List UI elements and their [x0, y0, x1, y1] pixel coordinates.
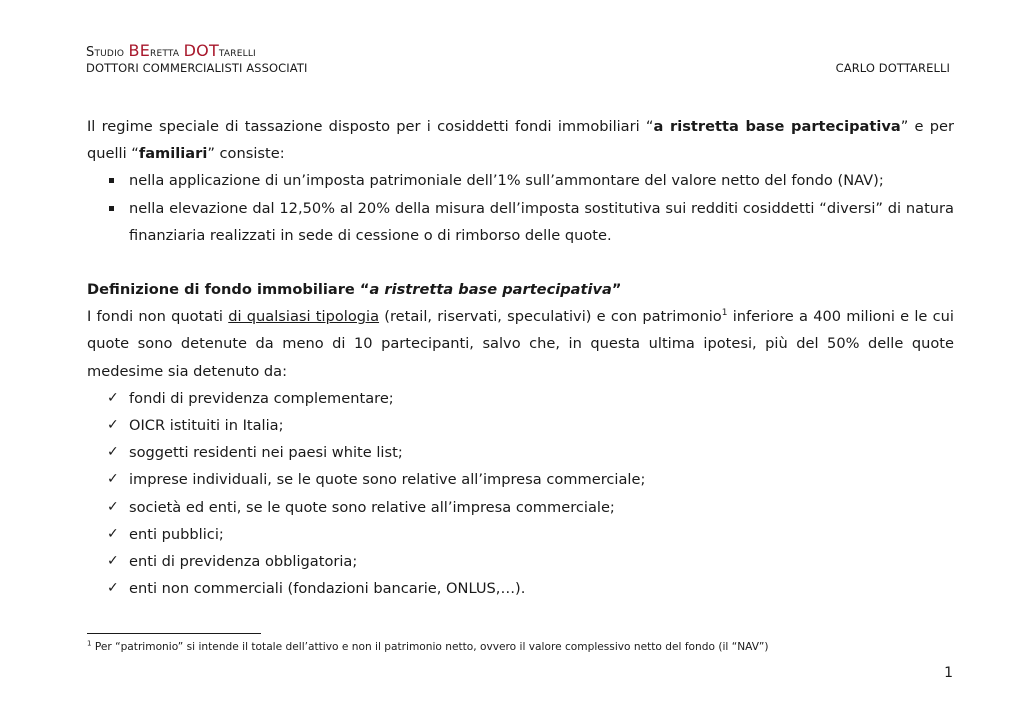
- list-item-text: fondi di previdenza complementare;: [129, 389, 394, 407]
- definition-text-1: I fondi non quotati: [87, 308, 229, 326]
- section-heading: [87, 276, 954, 303]
- list-item-text: soggetti residenti nei paesi white list;: [129, 444, 403, 462]
- footnote-text: Per “patrimonio” si intende il totale dell’attivo e non il patrimonio netto, ovvero il valore complessivo netto del fondo (il “NAV”): [91, 641, 769, 653]
- list-item-text: nella applicazione di un’imposta patrimoniale dell’1% sull’ammontare del valore netto del fondo (NAV);: [129, 172, 884, 190]
- definition-paragraph: [87, 303, 954, 385]
- list-item: [87, 575, 954, 602]
- list-item: [87, 494, 954, 521]
- intro-bold-1: a ristretta base partecipativa: [653, 118, 901, 135]
- holder-check-list: [87, 385, 954, 603]
- square-bullet-icon: [109, 178, 114, 183]
- intro-text-1: Il regime speciale di tassazione disposto per i cosiddetti fondi immobiliari “: [87, 118, 654, 135]
- list-item-text: enti di previdenza obbligatoria;: [129, 553, 358, 571]
- checkmark-icon: ✓: [107, 525, 119, 542]
- checkmark-icon: ✓: [107, 498, 119, 515]
- intro-paragraph: [87, 113, 954, 167]
- list-item: [87, 385, 954, 412]
- list-item-text: enti non commerciali (fondazioni bancarie, ONLUS,…).: [129, 580, 526, 598]
- firm-name: [86, 43, 307, 61]
- firm-name-dot: DOT: [183, 41, 219, 60]
- intro-text-3: ” consiste:: [207, 145, 285, 163]
- firm-name-be: BE: [128, 41, 151, 60]
- firm-name-retta: retta: [150, 45, 184, 60]
- definition-underlined-text: di qualsiasi tipologia: [228, 308, 380, 326]
- checkmark-icon: ✓: [107, 553, 119, 570]
- list-item: [87, 548, 954, 575]
- footnote-separator: [87, 633, 261, 634]
- footnote: [87, 641, 769, 653]
- heading-text-prefix: Definizione di fondo immobiliare “: [87, 281, 370, 299]
- footnote-reference[interactable]: 1: [721, 308, 728, 319]
- intro-bold-2: familiari: [138, 145, 208, 163]
- firm-name-studio: Studio: [86, 45, 129, 60]
- checkmark-icon: ✓: [107, 580, 119, 597]
- regime-bullet-list: [87, 167, 954, 249]
- list-item: [87, 412, 954, 439]
- intro-text-2: ” e per quelli “: [87, 118, 954, 163]
- checkmark-icon: ✓: [107, 444, 119, 461]
- letterhead: [86, 43, 307, 75]
- firm-name-tarelli: tarelli: [218, 45, 256, 60]
- square-bullet-icon: [109, 206, 114, 211]
- list-item: [87, 439, 954, 466]
- list-item: [87, 466, 954, 493]
- heading-text-suffix: ”: [611, 281, 622, 299]
- page-number: 1: [944, 665, 953, 681]
- document-body: [87, 113, 954, 602]
- list-item-text: enti pubblici;: [129, 525, 224, 543]
- checkmark-icon: ✓: [107, 389, 119, 406]
- list-item-text: società ed enti, se le quote sono relative all’impresa commerciale;: [129, 498, 615, 516]
- firm-subtitle: DOTTORI COMMERCIALISTI ASSOCIATI: [86, 61, 308, 75]
- list-item-text: imprese individuali, se le quote sono relative all’impresa commerciale;: [129, 471, 646, 489]
- footnote-number: 1: [87, 639, 92, 648]
- checkmark-icon: ✓: [107, 417, 119, 434]
- list-item: [87, 167, 954, 194]
- definition-text-3: inferiore a 400 milioni e le cui quote sono detenute da meno di 10 partecipanti, salvo che, in questa ultima ipotesi, più del 50% delle quote medesime sia detenuto da:: [87, 308, 954, 380]
- list-item: [87, 195, 954, 249]
- definition-text-2: (retail, riservati, speculativi) e con patrimonio: [379, 308, 722, 326]
- list-item: [87, 521, 954, 548]
- author-name: CARLO DOTTARELLI: [835, 61, 950, 75]
- list-item-text: OICR istituiti in Italia;: [129, 417, 284, 435]
- checkmark-icon: ✓: [107, 471, 119, 488]
- list-item-text: nella elevazione dal 12,50% al 20% della misura dell’imposta sostitutiva sui redditi cosiddetti “diversi” di natura finanziaria realizzati in sede di cessione o di rimborso delle quote.: [129, 199, 954, 244]
- heading-text-italic: a ristretta base partecipativa: [369, 281, 612, 299]
